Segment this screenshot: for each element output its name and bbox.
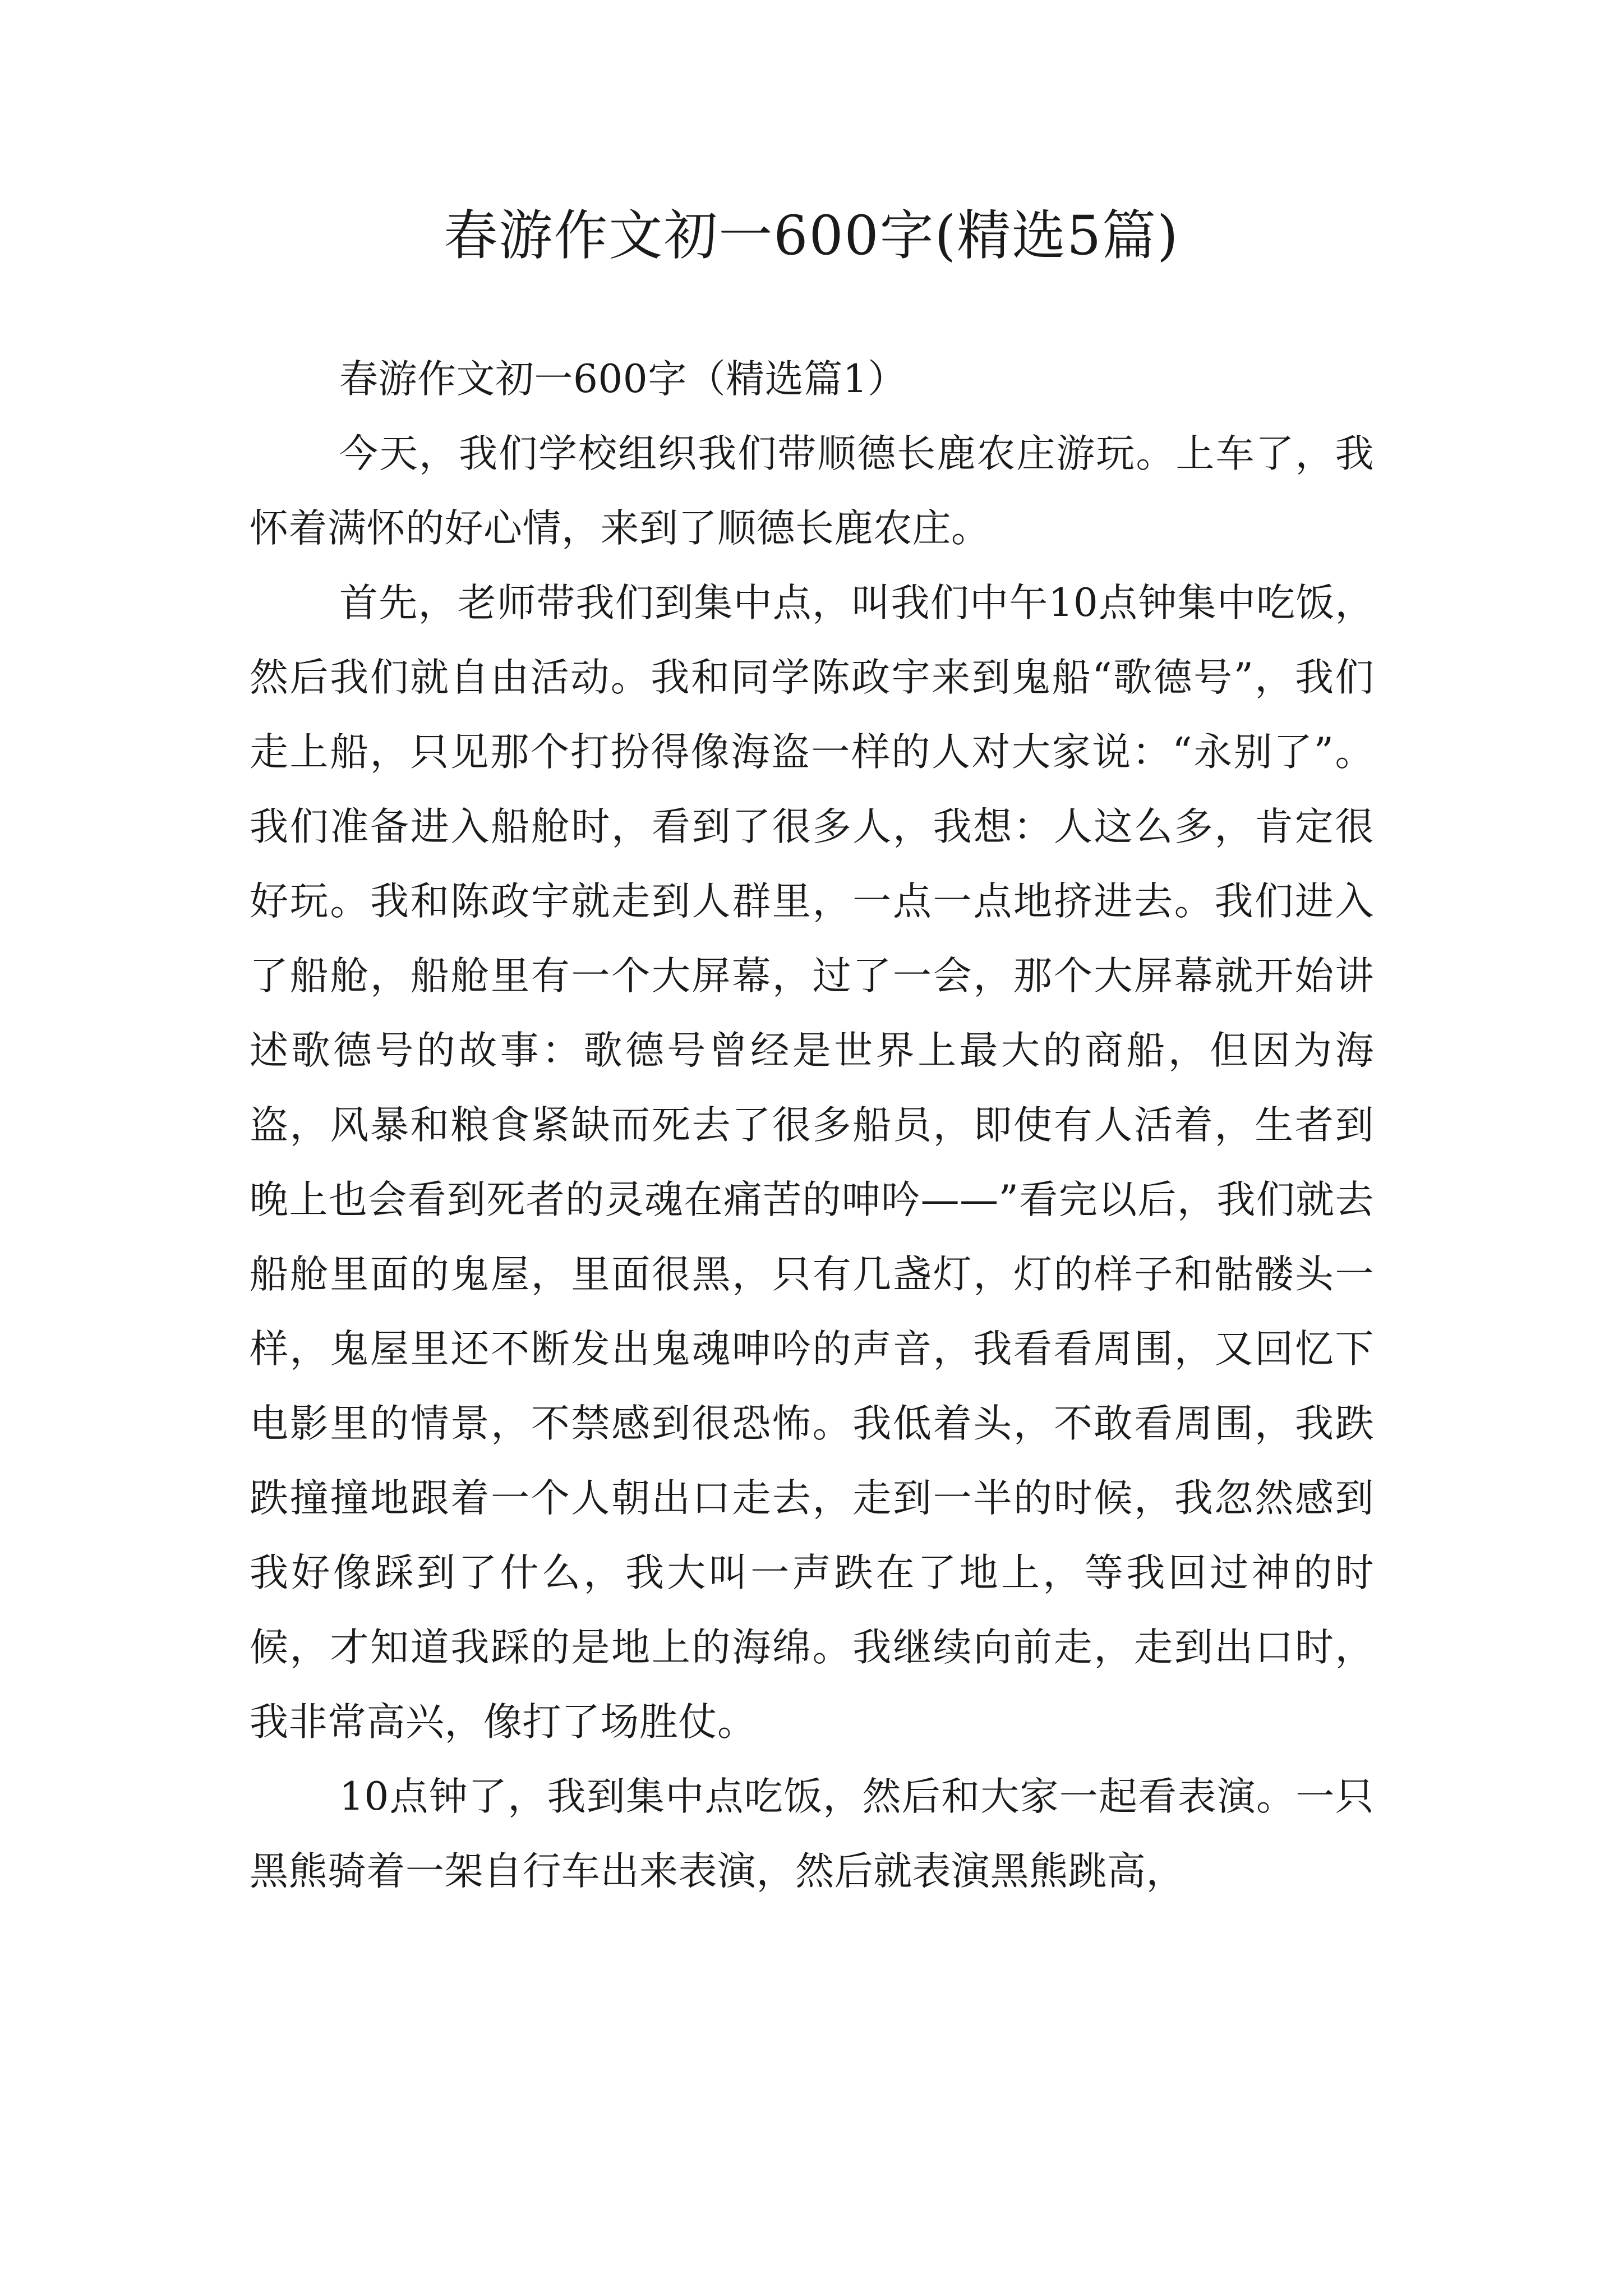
paragraph-3: 10点钟了，我到集中点吃饭，然后和大家一起看表演。一只黑熊骑着一架自行车出来表演，然后就表演黑熊跳高， [250, 1774, 1374, 1894]
paragraph-2: 首先，老师带我们到集中点，叫我们中午10点钟集中吃饭，然后我们就自由活动。我和同学陈政宇来到鬼船“歌德号”，我们走上船，只见那个打扮得像海盗一样的人对大家说：“永别了”。我们准备进入船舱时，看到了很多人，我想：人这么多，肯定很好玩。我和陈政宇就走到人群里，一点一点地挤进去。我们进入了船舱，船舱里有一个大屏幕，过了一会，那个大屏幕就开始讲述歌德号的故事：歌德号曾经是世界上最大的商船，但因为海盗，风暴和粮食紧缺而死去了很多船员，即使有人活着，生者到晚上也会看到死者的灵魂在痛苦的呻吟——”看完以后，我们就去船舱里面的鬼屋，里面很黑，只有几盏灯，灯的样子和骷髅头一样，鬼屋里还不断发出鬼魂呻吟的声音，我看看周围，又回忆下电影里的情景，不禁感到很恐怖。我低着头，不敢看周围，我跌跌撞撞地跟着一个人朝出口走去，走到一半的时候，我忽然感到我好像踩到了什么，我大叫一声跌在了地上，等我回过神的时候，才知道我踩的是地上的海绵。我继续向前走，走到出口时，我非常高兴，像打了场胜仗。 [250, 581, 1374, 1745]
section-heading: 春游作文初一600字（精选篇1） [339, 357, 907, 402]
paragraph-1: 今天，我们学校组织我们带顺德长鹿农庄游玩。上车了，我怀着满怀的好心情，来到了顺德长鹿农庄。 [250, 431, 1374, 551]
document-title: 春游作文初一600字(精选5篇) [444, 204, 1179, 267]
document-body [250, 342, 1374, 1909]
